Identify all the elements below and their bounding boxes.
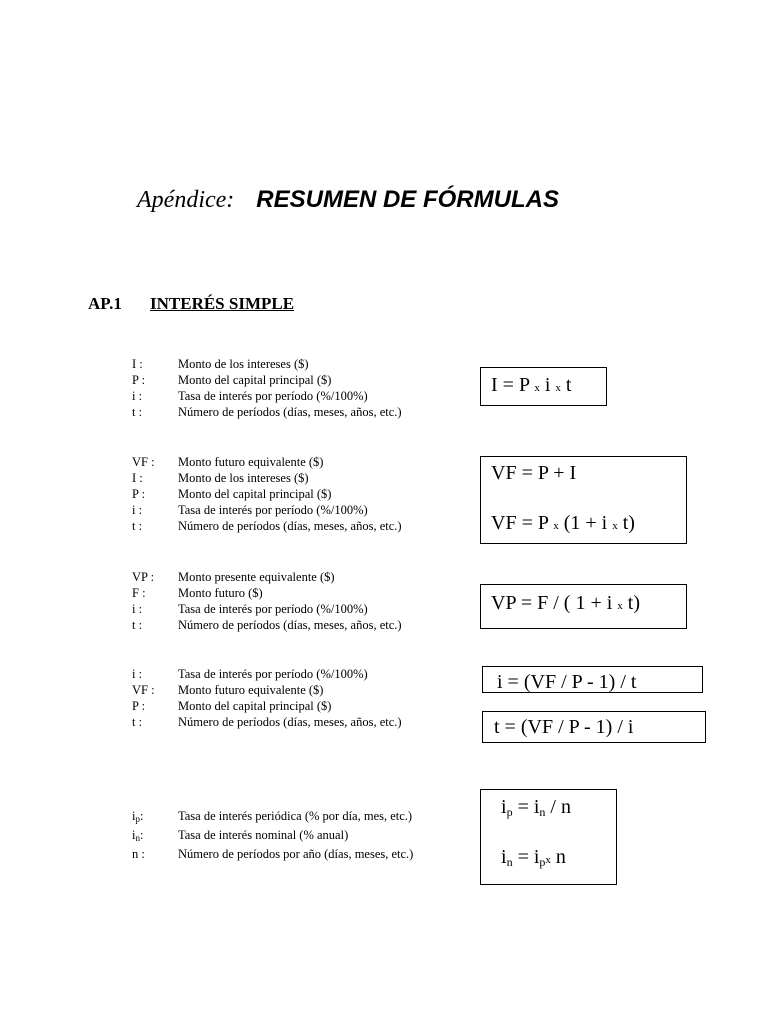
glossary-item [132,569,402,585]
glossary-item [132,617,402,633]
glossary-symbol: t : [132,715,143,729]
glossary-group-2 [132,454,402,534]
glossary-description: Monto del capital principal ($) [178,487,332,501]
glossary-symbol: VP : [132,570,155,584]
glossary-group-4 [132,666,402,730]
glossary-item [132,682,402,698]
section-name: INTERÉS SIMPLE [150,294,295,313]
glossary-description: Número de períodos (días, meses, años, etc.) [178,618,402,632]
glossary-group-5 [132,808,413,862]
glossary-item [132,846,413,862]
glossary-item [132,470,402,486]
glossary-symbol: I : [132,357,143,371]
glossary-item [132,454,402,470]
formula-periodic-rate: $i_p = i_n / n$ [501,796,571,819]
formula-box-rate [482,666,703,693]
glossary-description: Monto del capital principal ($) [178,373,332,387]
formula-time: t = (VF / P - 1) / i [494,716,634,738]
glossary-item [132,486,402,502]
formula-interest: I = P x i x t [491,374,572,396]
glossary-description: Número de períodos (días, meses, años, etc.) [178,715,402,729]
glossary-symbol: I : [132,471,143,485]
glossary-description: Monto presente equivalente ($) [178,570,335,584]
glossary-item [132,666,402,682]
glossary-symbol: P : [132,373,146,387]
glossary-symbol: P : [132,699,146,713]
formula-box-rates-conversion [480,789,617,885]
title-prefix: Apéndice: [137,187,235,213]
title-main: RESUMEN DE FÓRMULAS [256,186,559,213]
glossary-description: Monto de los intereses ($) [178,357,309,371]
glossary-item [132,585,402,601]
formula-box-interest [480,367,607,406]
glossary-item [132,388,402,404]
glossary-symbol: VF : [132,455,155,469]
glossary-item [132,404,402,420]
glossary-description: Monto futuro ($) [178,586,263,600]
glossary-symbol: i : [132,602,143,616]
glossary-description: Tasa de interés por período (%/100%) [178,667,368,681]
glossary-symbol: F : [132,586,146,600]
formula-box-present-value [480,584,687,629]
glossary-description: Tasa de interés por período (%/100%) [178,503,368,517]
glossary-item [132,714,402,730]
glossary-symbol: i : [132,667,143,681]
glossary-description: Número de períodos (días, meses, años, etc.) [178,405,402,419]
glossary-description: Tasa de interés por período (%/100%) [178,389,368,403]
glossary-item [132,518,402,534]
glossary-item [132,372,402,388]
glossary-symbol: $i_p$: [132,809,144,824]
glossary-description: Número de períodos por año (días, meses, etc.) [178,847,414,861]
glossary-symbol: t : [132,405,143,419]
formula-present-value: VP = F / ( 1 + i x t) [491,592,640,614]
section-number: AP.1 [88,294,122,313]
glossary-description: Monto de los intereses ($) [178,471,309,485]
formula-future-value-sum: VF = P + I [491,462,577,484]
glossary-symbol: i : [132,503,143,517]
glossary-item [132,808,413,827]
glossary-symbol: i : [132,389,143,403]
glossary-symbol: t : [132,618,143,632]
glossary-description: Número de períodos (días, meses, años, etc.) [178,519,402,533]
formula-box-future-value [480,456,687,544]
glossary-description: Tasa de interés por período (%/100%) [178,602,368,616]
glossary-item [132,698,402,714]
glossary-symbol: $i_n$: [132,828,144,843]
glossary-group-1 [132,356,402,420]
formula-box-time [482,711,706,743]
section-heading [88,294,294,314]
formula-nominal-rate: $i_n = i_px$ n [501,846,566,869]
glossary-symbol: t : [132,519,143,533]
formula-rate: i = (VF / P - 1) / t [497,671,637,693]
page-title [137,186,559,214]
glossary-group-3 [132,569,402,633]
glossary-description: Tasa de interés periódica (% por día, mes, etc.) [178,809,413,823]
glossary-item [132,502,402,518]
glossary-description: Monto futuro equivalente ($) [178,683,324,697]
glossary-item [132,356,402,372]
glossary-symbol: VF : [132,683,155,697]
glossary-description: Tasa de interés nominal (% anual) [178,828,349,842]
glossary-symbol: n : [132,847,145,861]
glossary-symbol: P : [132,487,146,501]
glossary-item [132,601,402,617]
formula-future-value: VF = P x (1 + i x t) [491,512,635,534]
glossary-description: Monto del capital principal ($) [178,699,332,713]
glossary-item [132,827,413,846]
glossary-description: Monto futuro equivalente ($) [178,455,324,469]
